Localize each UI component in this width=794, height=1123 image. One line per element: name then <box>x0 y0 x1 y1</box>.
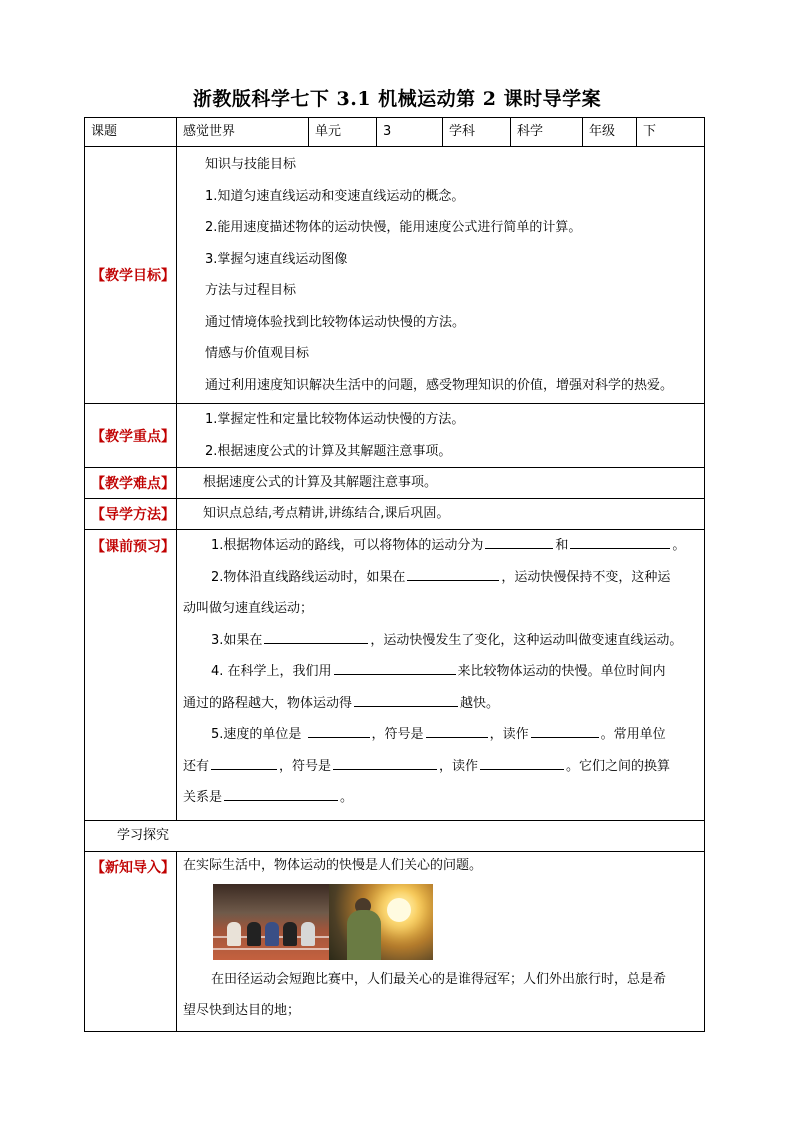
goal-line: 3.掌握匀速直线运动图像 <box>205 251 348 267</box>
q5-text-2: ，符号是 <box>371 727 424 742</box>
preview-q4 <box>183 656 700 688</box>
preview-q4-cont <box>183 688 700 720</box>
intro-photos <box>183 880 700 964</box>
explore-row <box>85 820 705 851</box>
q5-blank-3[interactable] <box>531 723 599 738</box>
goal-line: 通过情境体验找到比较物体运动快慢的方法。 <box>205 314 466 330</box>
q1-text-2: 和 <box>555 538 569 553</box>
q5-text-6: ，符号是 <box>279 758 332 774</box>
goal-line: 1.知道匀速直线运动和变速直线运动的概念。 <box>205 188 465 204</box>
sprint-race-photo <box>213 884 329 960</box>
q5-text-4: 。常用单位 <box>600 727 666 742</box>
intro-content <box>177 851 705 1031</box>
intro-para-2: 望尽快到达目的地； <box>183 1003 301 1018</box>
q1-blank-1[interactable] <box>485 534 553 549</box>
goals-row <box>85 147 705 404</box>
key-content <box>177 404 705 468</box>
q5-blank-7[interactable] <box>224 786 338 801</box>
preview-q5 <box>183 719 700 751</box>
goals-content <box>177 147 705 404</box>
intro-row <box>85 851 705 1031</box>
goal-line: 2.能用速度描述物体的运动快慢，能用速度公式进行简单的计算。 <box>205 220 582 235</box>
header-topic-value: 感觉世界 <box>177 118 309 147</box>
q5-blank-6[interactable] <box>480 755 564 770</box>
q4-text: 4. 在科学上，我们用 <box>211 664 332 679</box>
q5-blank-4[interactable] <box>211 755 277 770</box>
goal-line: 知识与技能目标 <box>205 157 297 172</box>
q4-blank-1[interactable] <box>334 660 456 675</box>
traveler-sunset-photo <box>329 884 433 960</box>
q1-blank-2[interactable] <box>570 534 670 549</box>
header-topic-label: 课题 <box>85 118 177 147</box>
preview-row <box>85 530 705 821</box>
preview-q3 <box>183 625 700 657</box>
key-row <box>85 404 705 468</box>
q5-text-10: 。 <box>340 790 354 805</box>
q2-text: 2.物体沿直线路线运动时，如果在 <box>211 569 406 585</box>
q5-text: 5.速度的单位是 <box>211 727 306 742</box>
key-line: 1.掌握定性和定量比较物体运动快慢的方法。 <box>205 412 465 427</box>
key-line: 2.根据速度公式的计算及其解题注意事项。 <box>205 443 452 459</box>
header-unit-value: 3 <box>377 118 443 147</box>
q1-text-3: 。 <box>672 538 686 553</box>
difficulty-text: 根据速度公式的计算及其解题注意事项。 <box>177 468 705 499</box>
q5-text-7: ，读作 <box>439 758 479 774</box>
method-text: 知识点总结,考点精讲,讲练结合,课后巩固。 <box>177 499 705 530</box>
header-unit-label: 单元 <box>309 118 377 147</box>
q3-blank[interactable] <box>264 629 368 644</box>
q1-text: 1.根据物体运动的路线，可以将物体的运动分为 <box>211 538 484 553</box>
q5-blank-1[interactable] <box>308 723 370 738</box>
preview-q5-cont-2 <box>183 782 700 814</box>
goal-line: 方法与过程目标 <box>205 283 297 298</box>
q5-text-9: 关系是 <box>183 790 223 805</box>
q5-blank-2[interactable] <box>426 723 488 738</box>
preview-q2-cont: 动叫做匀速直线运动； <box>183 601 314 616</box>
header-subject-label: 学科 <box>443 118 511 147</box>
intro-line-1: 在实际生活中，物体运动的快慢是人们关心的问题。 <box>183 857 483 873</box>
preview-q5-cont <box>183 751 700 783</box>
goal-line: 情感与价值观目标 <box>205 346 310 361</box>
goal-line: 通过利用速度知识解决生活中的问题，感受物理知识的价值，增强对科学的热爱。 <box>205 377 674 393</box>
q5-text-3: ，读作 <box>489 727 529 742</box>
preview-label: 【课前预习】 <box>85 530 177 821</box>
header-subject-value: 科学 <box>511 118 583 147</box>
q4-blank-2[interactable] <box>354 692 458 707</box>
q5-text-5: 还有 <box>183 758 210 774</box>
key-label: 【教学重点】 <box>85 404 177 468</box>
goals-label: 【教学目标】 <box>85 147 177 404</box>
method-label: 【导学方法】 <box>85 499 177 530</box>
q3-text-2: ，运动快慢发生了变化，这种运动叫做变速直线运动。 <box>370 632 683 648</box>
method-row <box>85 499 705 530</box>
difficulty-row <box>85 468 705 499</box>
q4-text-4: 越快。 <box>460 695 500 711</box>
explore-heading: 学习探究 <box>85 820 705 851</box>
lesson-plan-table <box>84 117 705 1032</box>
header-grade-label: 年级 <box>583 118 637 147</box>
page-title: 浙教版科学七下 3.1 机械运动第 2 课时导学案 <box>192 88 602 110</box>
difficulty-label: 【教学难点】 <box>85 468 177 499</box>
q3-text: 3.如果在 <box>211 632 263 648</box>
q4-text-2: 来比较物体运动的快慢。单位时间内 <box>457 664 666 679</box>
intro-para-1: 在田径运动会短跑比赛中，人们最关心的是谁得冠军；人们外出旅行时，总是希 <box>211 971 667 987</box>
preview-content <box>177 530 705 821</box>
preview-q2 <box>183 562 700 594</box>
q2-blank[interactable] <box>407 566 499 581</box>
q2-text-2: ，运动快慢保持不变，这种运 <box>501 569 671 585</box>
q5-text-8: 。它们之间的换算 <box>566 758 671 774</box>
q4-text-3: 通过的路程越大，物体运动得 <box>183 695 353 711</box>
header-row <box>85 118 705 147</box>
preview-q1 <box>183 530 700 562</box>
header-grade-value: 下 <box>637 118 705 147</box>
intro-label: 【新知导入】 <box>85 851 177 1031</box>
q5-blank-5[interactable] <box>333 755 437 770</box>
